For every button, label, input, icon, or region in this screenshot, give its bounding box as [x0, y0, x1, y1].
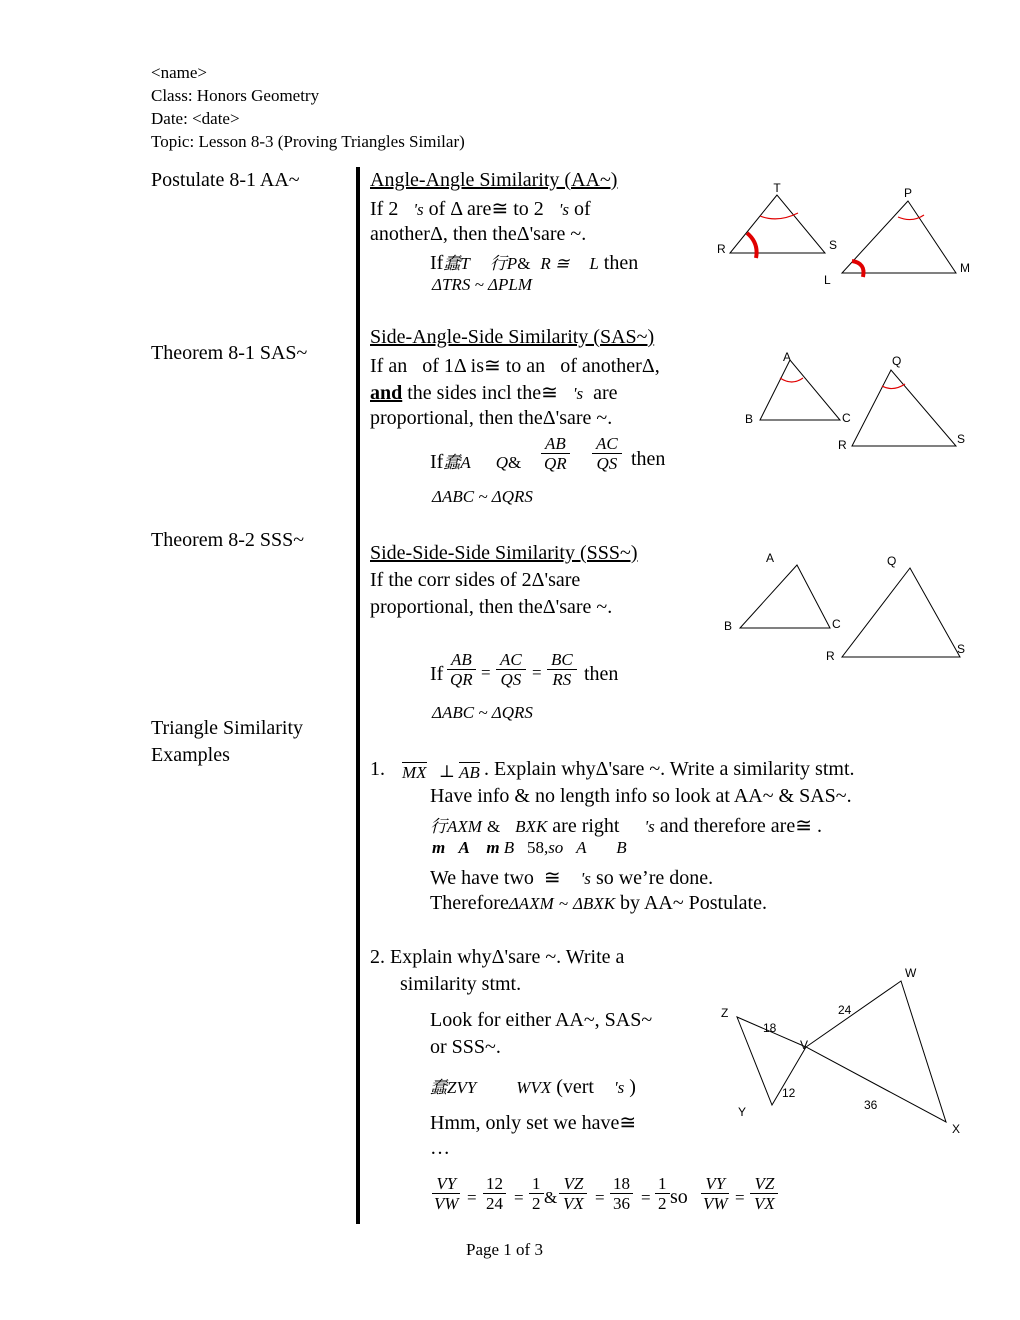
aa-line-1: If 2 's of Δ are≅ to 2 's of [370, 198, 591, 220]
sas-fraction-ac-qs: $\frac{AC}{QS}$ [592, 434, 622, 473]
sss-equals-1: = [481, 663, 491, 682]
name-placeholder: <name> [151, 63, 207, 82]
ex1-line-3: 行AXM & BXK are right 's and therefore are≅ . [430, 815, 822, 837]
label-examples-1: Triangle Similarity [151, 717, 304, 739]
aa-line-2: anotherΔ, then theΔ'sare ~. [370, 223, 587, 245]
ex2-fraction-vz-vx: $\frac{VZ}{VX}$ [559, 1174, 588, 1213]
sss-triangles-figure [715, 545, 980, 665]
angle-mark-q [882, 384, 905, 389]
triangle-abc-sss [740, 565, 830, 628]
ex1-line-6: ThereforeΔAXM ~ ΔBXK by AA~ Postulate. [430, 892, 767, 914]
angle-mark-a [780, 378, 803, 382]
sss-fraction-bc-rs: $\frac{BC}{RS}$ [547, 650, 577, 689]
fig-ex2-length-24: 24 [838, 1003, 852, 1017]
sss-equals-2: = [532, 663, 542, 682]
sss-fraction-ab-qr: $\frac{AB}{QR}$ [446, 650, 477, 689]
angle-mark-r [747, 233, 757, 258]
date-line: Date: <date> [151, 109, 240, 128]
aa-line-3: If蠢T 行P& R ≅ L then [430, 252, 639, 274]
fig-aa-label-l: L [824, 273, 831, 287]
class-line: Class: Honors Geometry [151, 86, 320, 105]
ex1-segment-mx: MX [402, 763, 427, 782]
sss-if: If [430, 663, 444, 685]
fig-ex2-label-y: Y [738, 1105, 747, 1119]
ex1-line-2: Have info & no length info so look at AA~ & SAS~. [430, 785, 852, 807]
fig-ex2-length-18: 18 [763, 1021, 777, 1035]
aa-triangles-figure [700, 175, 990, 290]
fig-aa-label-t: T [773, 181, 781, 195]
fig-ex2-label-v: V [800, 1038, 809, 1052]
ex2-ampersand: & [544, 1188, 558, 1207]
sas-similarity-statement: ΔABC ~ ΔQRS [432, 487, 533, 506]
sas-fraction-ab-qr: $\frac{AB}{QR}$ [540, 434, 571, 473]
ex2-fraction-vy-vw: $\frac{VY}{VW}$ [434, 1174, 459, 1213]
label-sas-theorem: Theorem 8-1 SAS~ [151, 342, 308, 364]
fig-ex2-label-z: Z [721, 1006, 729, 1020]
aa-title: Angle-Angle Similarity (AA~) [370, 169, 618, 191]
triangle-qrs-sss [842, 568, 960, 657]
ex2-line-4: or SSS~. [430, 1036, 501, 1058]
sss-line-1: If the corr sides of 2Δ'sare [370, 569, 581, 591]
ex2-ellipsis: … [430, 1137, 450, 1159]
triangle-qrs [852, 370, 956, 446]
fig-ex2-length-12: 12 [782, 1086, 796, 1100]
ex2-fraction-1-2-b: $\frac{1}{2}$ [655, 1174, 670, 1213]
fig-aa-label-p: P [904, 186, 913, 200]
ex2-bowtie-figure [710, 960, 980, 1145]
fig-sss-label-c: C [832, 617, 841, 631]
sss-similarity-statement: ΔABC ~ ΔQRS [432, 703, 533, 722]
sas-title: Side-Angle-Side Similarity (SAS~) [370, 326, 655, 348]
fig-sas-label-q: Q [892, 354, 902, 368]
fig-sss-label-b: B [724, 619, 733, 633]
page-number: Page 1 of 3 [466, 1240, 543, 1259]
fig-sss-label-s: S [957, 642, 966, 656]
ex1-line-5: We have two ≅ 's so we’re done. [430, 867, 714, 889]
sas-line-1: If an of 1Δ is≅ to an of anotherΔ, [370, 355, 660, 377]
ex2-line-2: similarity stmt. [400, 973, 522, 995]
sss-fraction-ac-qs: $\frac{AC}{QS}$ [496, 650, 526, 689]
ex2-line-1: 2. Explain whyΔ'sare ~. Write a [370, 946, 625, 968]
label-examples-2: Examples [151, 744, 230, 766]
ex1-segment-ab: AB [459, 763, 480, 782]
ex2-fraction-1-2-a: $\frac{1}{2}$ [529, 1174, 544, 1213]
fig-sss-label-a: A [766, 551, 775, 565]
ex1-perp: ⊥ [439, 762, 455, 781]
ex2-fraction-vy-vw-2: $\frac{VY}{VW}$ [703, 1174, 728, 1213]
sas-line-4: If蠢A Q& [430, 451, 522, 473]
fig-sss-label-q: Q [887, 554, 897, 568]
fig-ex2-length-36: 36 [864, 1098, 878, 1112]
ex2-line-5: 蠢ZVY WVX (vert 's ) [430, 1076, 636, 1098]
ex2-fraction-18-36: $\frac{18}{36}$ [610, 1174, 633, 1213]
ex2-equals-3: = [595, 1188, 605, 1207]
fig-aa-label-r: R [717, 242, 726, 256]
ex2-fraction-12-24: $\frac{12}{24}$ [483, 1174, 506, 1213]
fig-sas-label-r: R [838, 438, 847, 452]
sss-line-2: proportional, then theΔ'sare ~. [370, 596, 613, 618]
label-sss-theorem: Theorem 8-2 SSS~ [151, 529, 305, 551]
fig-ex2-label-w: W [905, 966, 917, 980]
ex2-so: so [670, 1186, 688, 1208]
triangle-abc [760, 360, 840, 420]
fig-sas-label-b: B [745, 412, 754, 426]
fig-aa-label-m: M [960, 261, 970, 275]
sss-then: then [584, 663, 619, 685]
ex2-line-3: Look for either AA~, SAS~ [430, 1009, 653, 1031]
sas-line-2: and the sides incl the≅ 's are [370, 382, 618, 404]
sas-triangles-figure [740, 350, 980, 455]
ex1-line-1: . Explain whyΔ'sare ~. Write a similarity stmt. [484, 758, 855, 780]
ex2-equals-2: = [514, 1188, 524, 1207]
label-aa-postulate: Postulate 8-1 AA~ [151, 169, 300, 191]
ex1-number: 1. [370, 758, 385, 780]
topic-line: Topic: Lesson 8-3 (Proving Triangles Similar) [151, 132, 465, 151]
fig-sas-label-a: A [783, 350, 792, 364]
ex2-equals-5: = [735, 1188, 745, 1207]
aa-similarity-statement: ΔTRS ~ ΔPLM [432, 275, 532, 294]
column-divider [356, 167, 360, 1224]
sas-line-3: proportional, then theΔ'sare ~. [370, 407, 613, 429]
ex2-fraction-vz-vx-2: $\frac{VZ}{VX}$ [750, 1174, 779, 1213]
fig-sss-label-r: R [826, 649, 835, 663]
fig-aa-label-s: S [829, 238, 838, 252]
sas-then: then [631, 448, 666, 470]
fig-sas-label-c: C [842, 411, 851, 425]
triangle-trs [730, 195, 825, 253]
ex2-line-6: Hmm, only set we have≅ [430, 1112, 637, 1134]
ex2-equals-1: = [467, 1188, 477, 1207]
ex1-line-4: m A  m B 58,so A B [432, 838, 627, 857]
sss-title: Side-Side-Side Similarity (SSS~) [370, 542, 638, 564]
fig-sas-label-s: S [957, 432, 966, 446]
angle-mark-l [852, 261, 864, 277]
fig-ex2-label-x: X [952, 1122, 961, 1136]
ex2-equals-4: = [641, 1188, 651, 1207]
